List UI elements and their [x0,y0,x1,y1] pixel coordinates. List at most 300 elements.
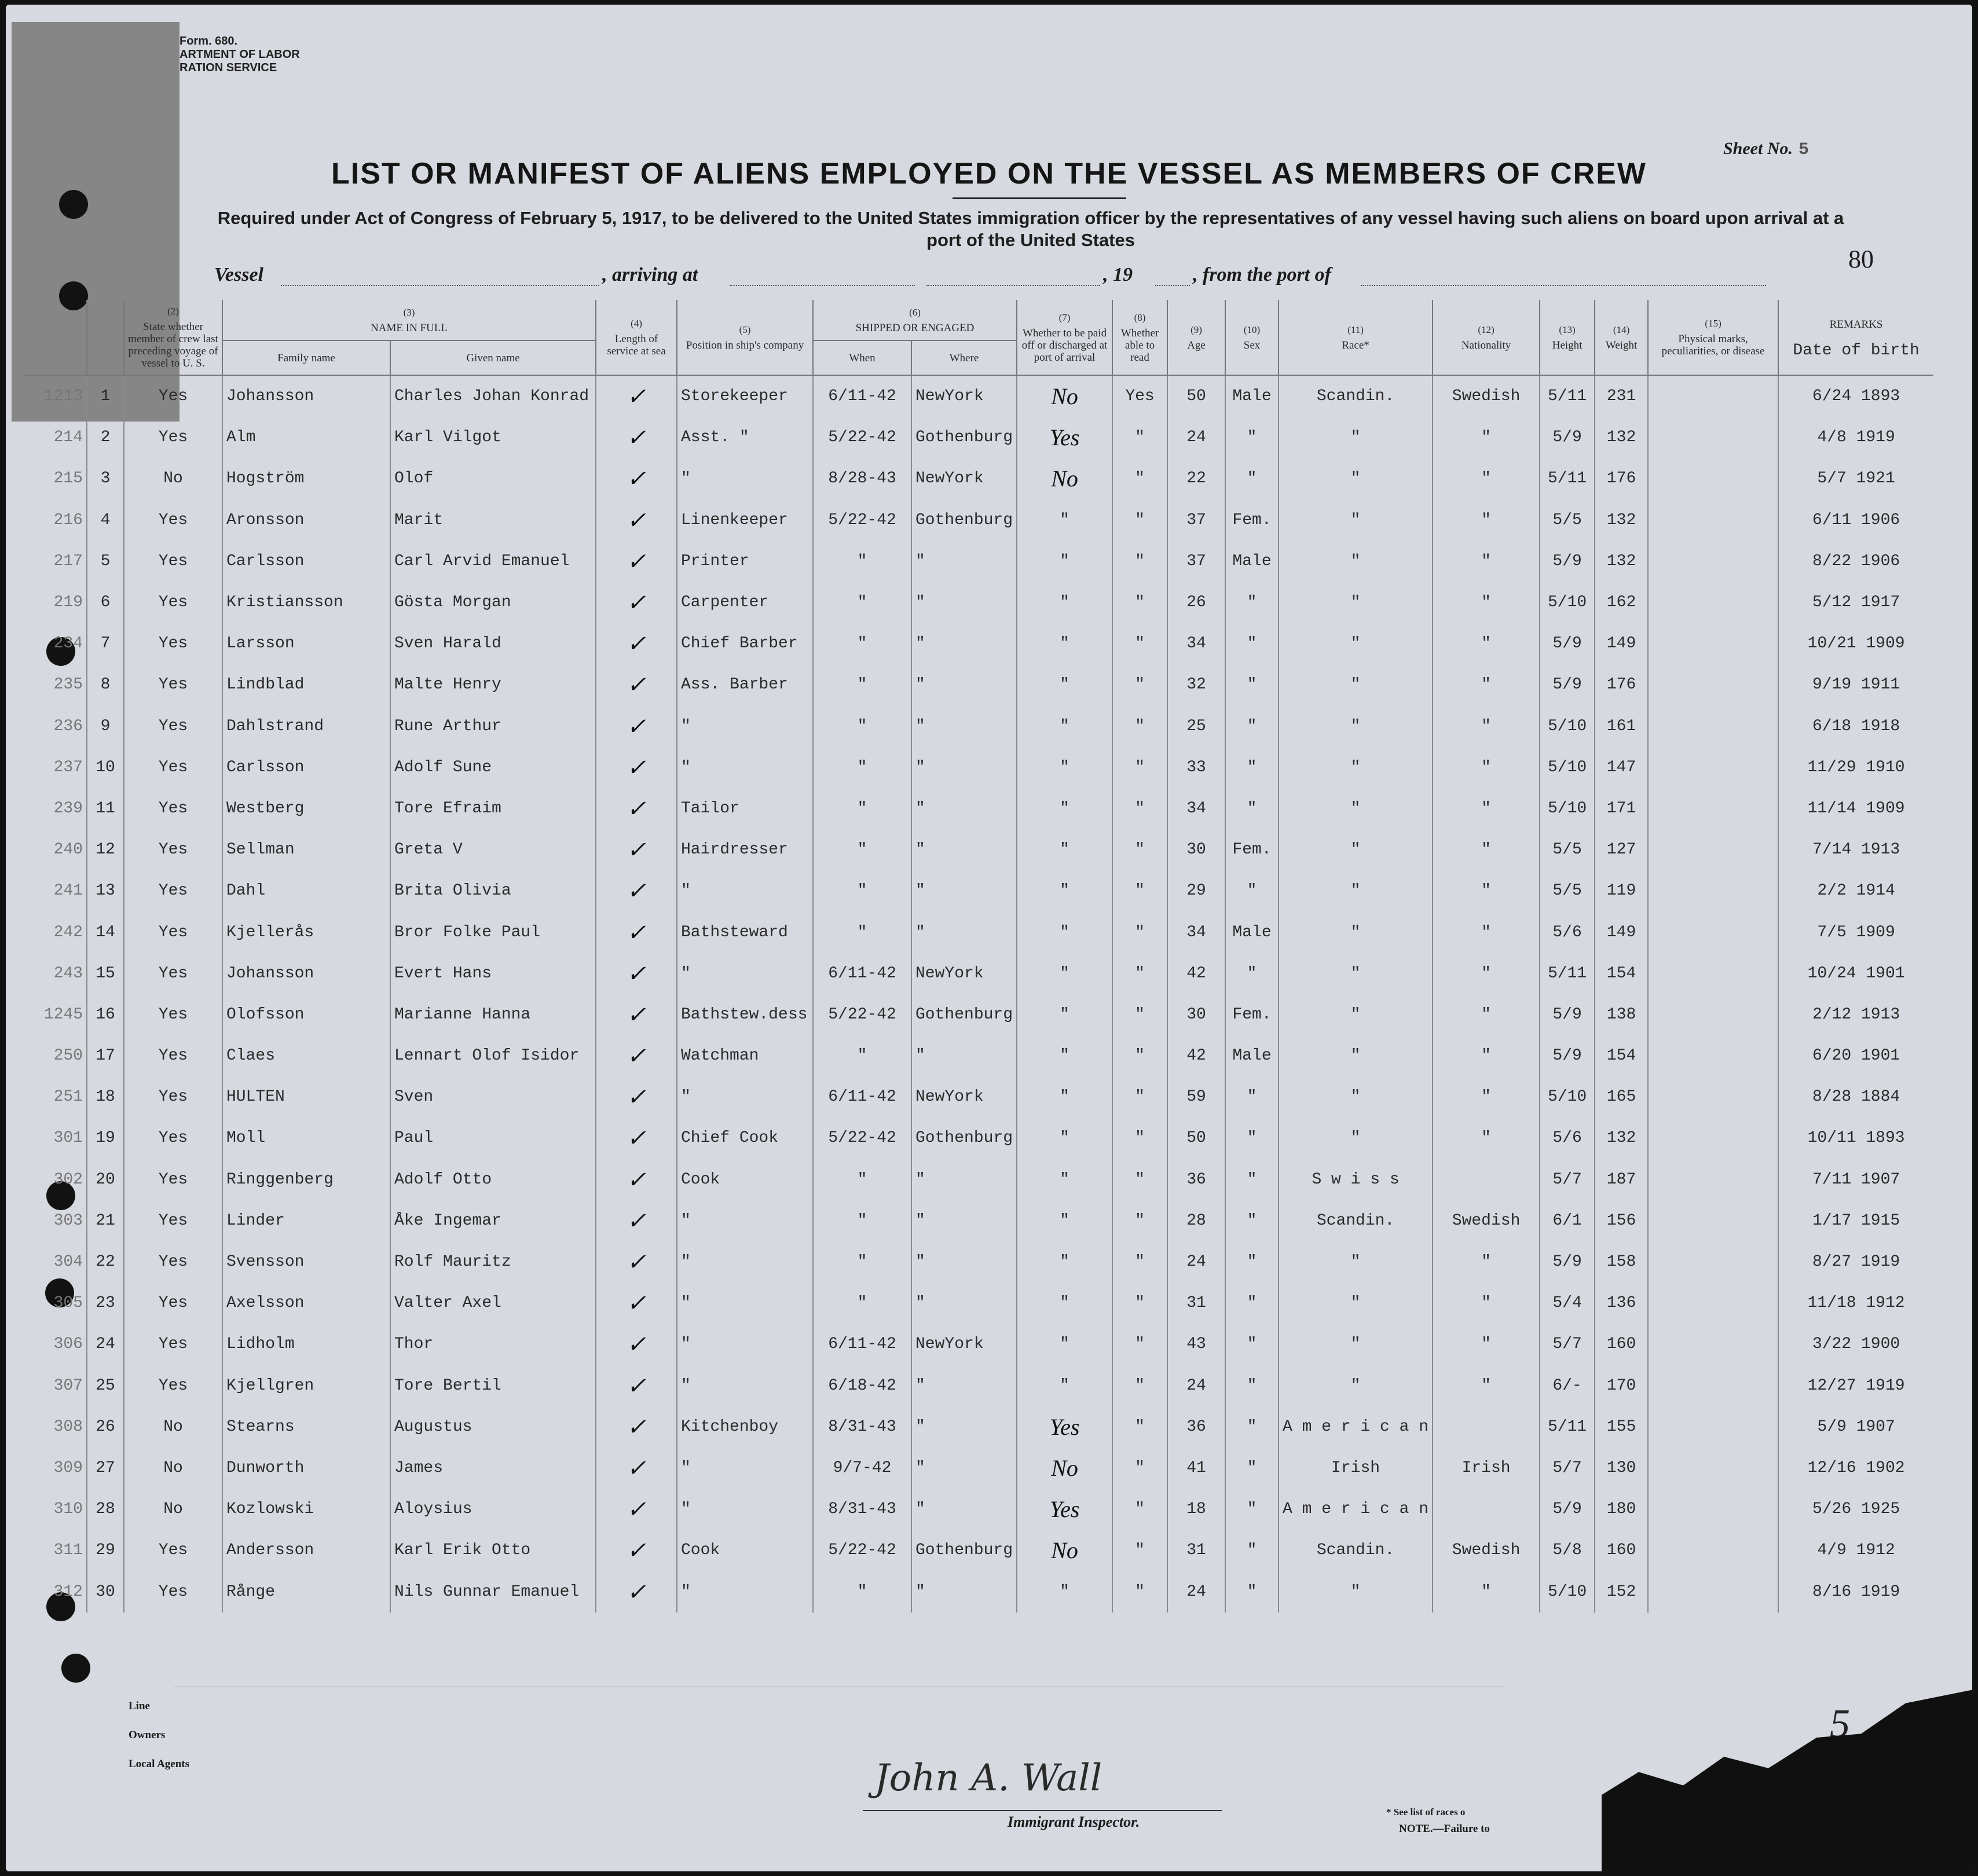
physical-marks-cell [1648,1159,1778,1200]
shipped-where-cell: " [911,829,1017,870]
arriving-field [730,285,915,286]
paid-off-cell: " [1017,706,1112,747]
nationality-cell: " [1433,541,1540,582]
able-to-read-cell: " [1112,1241,1167,1283]
weight-cell: 180 [1595,1489,1648,1530]
race-cell: Irish [1279,1448,1433,1489]
department-name: ARTMENT OF LABOR [180,48,300,61]
race-cell: " [1279,582,1433,623]
physical-marks-cell [1648,458,1778,499]
shipped-when-cell: " [813,1283,911,1324]
height-cell: 5/9 [1540,541,1595,582]
sheet-value: 5 [1798,140,1809,160]
nationality-cell: " [1433,1035,1540,1076]
table-row [23,1159,1933,1200]
date-field [926,285,1100,286]
line-number: 250 [53,1047,83,1065]
position-cell: " [677,1283,813,1324]
date-of-birth-cell: 12/16 1902 [1778,1448,1933,1489]
table-row [23,1406,1933,1448]
sex-cell: " [1225,1571,1279,1612]
given-name-cell: Lennart Olof Isidor [390,1035,596,1076]
sex-cell: " [1225,788,1279,829]
service-name: RATION SERVICE [180,61,277,74]
row-number: 15 [87,953,124,994]
given-name-cell: Bror Folke Paul [390,911,596,952]
nationality-cell: " [1433,829,1540,870]
line-number: 237 [53,758,83,776]
family-name-cell: Kristiansson [222,582,390,623]
race-cell: " [1279,911,1433,952]
sex-cell: " [1225,1241,1279,1283]
line-number: 236 [53,717,83,735]
physical-marks-cell [1648,829,1778,870]
shipped-when-cell: " [813,911,911,952]
sheet-label: Sheet No. [1723,139,1793,158]
previous-voyage-cell: Yes [124,1200,222,1241]
height-cell: 5/4 [1540,1283,1595,1324]
able-to-read-cell: " [1112,1571,1167,1612]
position-cell: Ass. Barber [677,664,813,705]
nationality-cell: " [1433,1241,1540,1283]
previous-voyage-cell: No [124,458,222,499]
family-name-cell: Moll [222,1117,390,1159]
family-name-cell: Linder [222,1200,390,1241]
row-number: 8 [87,664,124,705]
col-position: (5) Position in ship's company [677,300,813,375]
nationality-cell: " [1433,1117,1540,1159]
date-of-birth-cell: 6/11 1906 [1778,500,1933,541]
position-cell: " [677,1200,813,1241]
physical-marks-cell [1648,1571,1778,1612]
nationality-cell: " [1433,582,1540,623]
nationality-cell: " [1433,664,1540,705]
shipped-where-cell: " [911,1489,1017,1530]
able-to-read-cell: " [1112,1117,1167,1159]
table-row [23,706,1933,747]
line-number: 303 [53,1211,83,1230]
sex-cell: " [1225,623,1279,664]
family-name-cell: HULTEN [222,1076,390,1117]
col-where: Where [911,340,1017,375]
crew-rows [23,375,1933,1613]
service-check: ✓ [596,829,677,870]
shipped-when-cell: " [813,747,911,788]
physical-marks-cell [1648,1324,1778,1365]
shipped-where-cell: Gothenburg [911,1530,1017,1571]
height-cell: 5/10 [1540,582,1595,623]
previous-voyage-cell: No [124,1406,222,1448]
previous-voyage-cell: Yes [124,1035,222,1076]
sex-cell: " [1225,664,1279,705]
physical-marks-cell [1648,375,1778,417]
paid-off-cell: Yes [1017,1406,1112,1448]
previous-voyage-cell: Yes [124,788,222,829]
table-row [23,500,1933,541]
family-name-cell: Dahl [222,870,390,911]
table-row [23,1365,1933,1406]
position-cell: Kitchenboy [677,1406,813,1448]
age-cell: 37 [1167,541,1225,582]
position-cell: " [677,458,813,499]
paid-off-cell: Yes [1017,1489,1112,1530]
nationality-cell [1433,1406,1540,1448]
height-cell: 5/9 [1540,1489,1595,1530]
service-check: ✓ [596,1489,677,1530]
family-name-cell: Aronsson [222,500,390,541]
service-check: ✓ [596,1283,677,1324]
service-check: ✓ [596,1448,677,1489]
date-of-birth-cell: 7/11 1907 [1778,1159,1933,1200]
physical-marks-cell [1648,1406,1778,1448]
col-age: (9) Age [1167,300,1225,375]
shipped-when-cell: 6/11-42 [813,1076,911,1117]
height-cell: 5/9 [1540,417,1595,458]
service-check: ✓ [596,994,677,1035]
position-cell: Bathsteward [677,911,813,952]
race-cell: " [1279,623,1433,664]
row-number: 1 [87,375,124,417]
age-cell: 33 [1167,747,1225,788]
date-of-birth-cell: 10/24 1901 [1778,953,1933,994]
document-title: LIST OR MANIFEST OF ALIENS EMPLOYED ON THE VESSEL AS MEMBERS OF CREW [331,157,1647,190]
physical-marks-cell [1648,1076,1778,1117]
weight-cell: 138 [1595,994,1648,1035]
previous-voyage-cell: Yes [124,829,222,870]
date-of-birth-cell: 7/14 1913 [1778,829,1933,870]
previous-voyage-cell: No [124,1448,222,1489]
shipped-when-cell: " [813,541,911,582]
crew-table [23,300,1933,1613]
previous-voyage-cell: Yes [124,747,222,788]
weight-cell: 132 [1595,1117,1648,1159]
weight-cell: 231 [1595,375,1648,417]
paid-off-cell: " [1017,911,1112,952]
year-field [1155,285,1190,286]
shipped-where-cell: " [911,1448,1017,1489]
row-number: 30 [87,1571,124,1612]
line-number: 251 [53,1088,83,1106]
date-of-birth-cell: 3/22 1900 [1778,1324,1933,1365]
row-number: 20 [87,1159,124,1200]
weight-cell: 149 [1595,911,1648,952]
previous-voyage-cell: Yes [124,1117,222,1159]
given-name-cell: Valter Axel [390,1283,596,1324]
race-cell: Scandin. [1279,375,1433,417]
weight-cell: 171 [1595,788,1648,829]
weight-cell: 158 [1595,1241,1648,1283]
able-to-read-cell: " [1112,500,1167,541]
position-cell: " [677,1571,813,1612]
position-cell: Cook [677,1159,813,1200]
service-check: ✓ [596,788,677,829]
physical-marks-cell [1648,1448,1778,1489]
row-number: 12 [87,829,124,870]
given-name-cell: Sven [390,1076,596,1117]
paid-off-cell: " [1017,500,1112,541]
nationality-cell: " [1433,1324,1540,1365]
shipped-when-cell: " [813,829,911,870]
weight-cell: 170 [1595,1365,1648,1406]
service-check: ✓ [596,1406,677,1448]
table-row [23,664,1933,705]
paid-off-cell: Yes [1017,417,1112,458]
table-row [23,747,1933,788]
paid-off-cell: " [1017,1283,1112,1324]
height-cell: 5/7 [1540,1448,1595,1489]
date-of-birth-label: Date of birth [1793,341,1920,360]
family-name-cell: Westberg [222,788,390,829]
able-to-read-cell: " [1112,953,1167,994]
row-number: 29 [87,1530,124,1571]
position-cell: " [677,1241,813,1283]
age-cell: 28 [1167,1200,1225,1241]
shipped-when-cell: 5/22-42 [813,994,911,1035]
date-of-birth-cell: 8/16 1919 [1778,1571,1933,1612]
paid-off-cell: " [1017,953,1112,994]
shipped-where-cell: " [911,541,1017,582]
given-name-cell: Sven Harald [390,623,596,664]
able-to-read-cell: Yes [1112,375,1167,417]
sex-cell: " [1225,1365,1279,1406]
given-name-cell: Tore Bertil [390,1365,596,1406]
previous-voyage-cell: Yes [124,1283,222,1324]
race-footnote: * See list of races o [1386,1807,1466,1818]
weight-cell: 132 [1595,541,1648,582]
row-number: 11 [87,788,124,829]
given-name-cell: James [390,1448,596,1489]
physical-marks-cell [1648,870,1778,911]
previous-voyage-cell: Yes [124,870,222,911]
height-cell: 5/9 [1540,623,1595,664]
shipped-where-cell: Gothenburg [911,500,1017,541]
col-race: (11) Race* [1279,300,1433,375]
family-name-cell: Stearns [222,1406,390,1448]
row-number: 25 [87,1365,124,1406]
position-cell: Printer [677,541,813,582]
previous-voyage-cell: Yes [124,953,222,994]
shipped-when-cell: 5/22-42 [813,1117,911,1159]
shipped-where-cell: NewYork [911,953,1017,994]
shipped-where-cell: Gothenburg [911,417,1017,458]
row-number: 19 [87,1117,124,1159]
height-cell: 5/9 [1540,1035,1595,1076]
row-number: 2 [87,417,124,458]
shipped-where-cell: " [911,747,1017,788]
table-row [23,870,1933,911]
paid-off-cell: " [1017,1241,1112,1283]
able-to-read-cell: " [1112,582,1167,623]
previous-voyage-cell: Yes [124,1241,222,1283]
given-name-cell: Rune Arthur [390,706,596,747]
line-header [23,300,87,375]
shipped-when-cell: 6/11-42 [813,1324,911,1365]
shipped-where-cell: " [911,1571,1017,1612]
able-to-read-cell: " [1112,829,1167,870]
date-of-birth-cell: 9/19 1911 [1778,664,1933,705]
sex-cell: " [1225,747,1279,788]
previous-voyage-cell: Yes [124,417,222,458]
position-cell: Asst. " [677,417,813,458]
shipped-where-cell: NewYork [911,1076,1017,1117]
position-cell: Storekeeper [677,375,813,417]
paid-off-cell: " [1017,1365,1112,1406]
sex-cell: " [1225,870,1279,911]
race-cell: " [1279,1283,1433,1324]
nationality-cell [1433,1489,1540,1530]
family-name-cell: Kjellerås [222,911,390,952]
line-number: 235 [53,676,83,694]
nationality-cell: " [1433,870,1540,911]
age-cell: 36 [1167,1406,1225,1448]
height-cell: 5/9 [1540,664,1595,705]
table-row [23,1530,1933,1571]
able-to-read-cell: " [1112,1076,1167,1117]
table-row [23,994,1933,1035]
paid-off-cell: No [1017,1530,1112,1571]
position-cell: Watchman [677,1035,813,1076]
sex-cell: " [1225,953,1279,994]
sex-cell: " [1225,1076,1279,1117]
manifest-sheet [6,5,1972,1871]
race-cell: " [1279,458,1433,499]
position-cell: Chief Cook [677,1117,813,1159]
col-sex: (10) Sex [1225,300,1279,375]
row-number: 10 [87,747,124,788]
given-name-cell: Marit [390,500,596,541]
able-to-read-cell: " [1112,458,1167,499]
col-shipped-engaged: (6) SHIPPED OR ENGAGED [813,300,1017,340]
physical-marks-cell [1648,664,1778,705]
paid-off-cell: No [1017,1448,1112,1489]
footer-agents-label: Local Agents [129,1758,190,1770]
shipped-when-cell: " [813,1571,911,1612]
family-name-cell: Sellman [222,829,390,870]
weight-cell: 165 [1595,1076,1648,1117]
physical-marks-cell [1648,706,1778,747]
shipped-when-cell: " [813,1200,911,1241]
row-number: 18 [87,1076,124,1117]
age-cell: 22 [1167,458,1225,499]
race-cell: " [1279,829,1433,870]
weight-cell: 160 [1595,1324,1648,1365]
table-row [23,582,1933,623]
sex-cell: " [1225,582,1279,623]
height-cell: 5/11 [1540,953,1595,994]
age-cell: 24 [1167,1241,1225,1283]
nationality-cell: Swedish [1433,375,1540,417]
age-cell: 34 [1167,911,1225,952]
paid-off-cell: " [1017,1200,1112,1241]
able-to-read-cell: " [1112,541,1167,582]
line-number: 310 [53,1500,83,1519]
position-cell: " [677,1448,813,1489]
shipped-when-cell: 8/31-43 [813,1489,911,1530]
physical-marks-cell [1648,747,1778,788]
shipped-where-cell: NewYork [911,1324,1017,1365]
row-number: 23 [87,1283,124,1324]
footer-owners-label: Owners [129,1729,166,1741]
family-name-cell: Carlsson [222,747,390,788]
col-when: When [813,340,911,375]
physical-marks-cell [1648,994,1778,1035]
able-to-read-cell: " [1112,417,1167,458]
position-cell: " [677,953,813,994]
col-length-of-service: (4) Length of service at sea [596,300,677,375]
row-number: 4 [87,500,124,541]
torn-corner [1602,1680,1972,1871]
date-of-birth-cell: 6/24 1893 [1778,375,1933,417]
shipped-when-cell: " [813,1241,911,1283]
race-cell: S w i s s [1279,1159,1433,1200]
able-to-read-cell: " [1112,994,1167,1035]
position-cell: Bathstew.dess [677,994,813,1035]
height-cell: 5/9 [1540,994,1595,1035]
given-name-cell: Adolf Sune [390,747,596,788]
previous-voyage-cell: Yes [124,623,222,664]
physical-marks-cell [1648,1200,1778,1241]
shipped-where-cell: " [911,788,1017,829]
shipped-when-cell: " [813,1159,911,1200]
vessel-field [281,285,599,286]
paid-off-cell: " [1017,1159,1112,1200]
age-cell: 24 [1167,417,1225,458]
family-name-cell: Andersson [222,1530,390,1571]
weight-cell: 149 [1595,623,1648,664]
date-of-birth-cell: 11/18 1912 [1778,1283,1933,1324]
date-of-birth-cell: 7/5 1909 [1778,911,1933,952]
table-row [23,458,1933,499]
sex-cell: " [1225,458,1279,499]
height-cell: 5/10 [1540,1076,1595,1117]
physical-marks-cell [1648,1530,1778,1571]
line-number: 240 [53,841,83,859]
paid-off-cell: " [1017,870,1112,911]
table-row [23,953,1933,994]
shipped-when-cell: " [813,870,911,911]
service-check: ✓ [596,500,677,541]
page-number: 80 [1848,245,1874,273]
family-name-cell: Lidholm [222,1324,390,1365]
able-to-read-cell: " [1112,788,1167,829]
age-cell: 36 [1167,1159,1225,1200]
sex-cell: " [1225,1283,1279,1324]
given-name-cell: Augustus [390,1406,596,1448]
given-name-cell: Aloysius [390,1489,596,1530]
col-previous-voyage: (2) State whether member of crew last preceding voyage of vessel to U. S. [124,300,222,375]
document-subtitle: Required under Act of Congress of February 5, 1917, to be delivered to the United States immigration officer by the representatives of any vessel having such aliens on board upon arrival at a port of the United States [217,208,1844,250]
paid-off-cell: " [1017,582,1112,623]
position-cell: " [677,1324,813,1365]
date-of-birth-cell: 4/8 1919 [1778,417,1933,458]
age-cell: 42 [1167,953,1225,994]
weight-cell: 132 [1595,500,1648,541]
vessel-label: Vessel [214,264,263,285]
nationality-cell: " [1433,417,1540,458]
family-name-cell: Johansson [222,953,390,994]
row-number: 26 [87,1406,124,1448]
physical-marks-cell [1648,541,1778,582]
position-cell: " [677,1365,813,1406]
paid-off-cell: No [1017,458,1112,499]
previous-voyage-cell: Yes [124,706,222,747]
shipped-where-cell: NewYork [911,375,1017,417]
service-check: ✓ [596,911,677,952]
shipped-where-cell: NewYork [911,458,1017,499]
given-name-cell: Olof [390,458,596,499]
position-cell: Chief Barber [677,623,813,664]
row-number: 3 [87,458,124,499]
